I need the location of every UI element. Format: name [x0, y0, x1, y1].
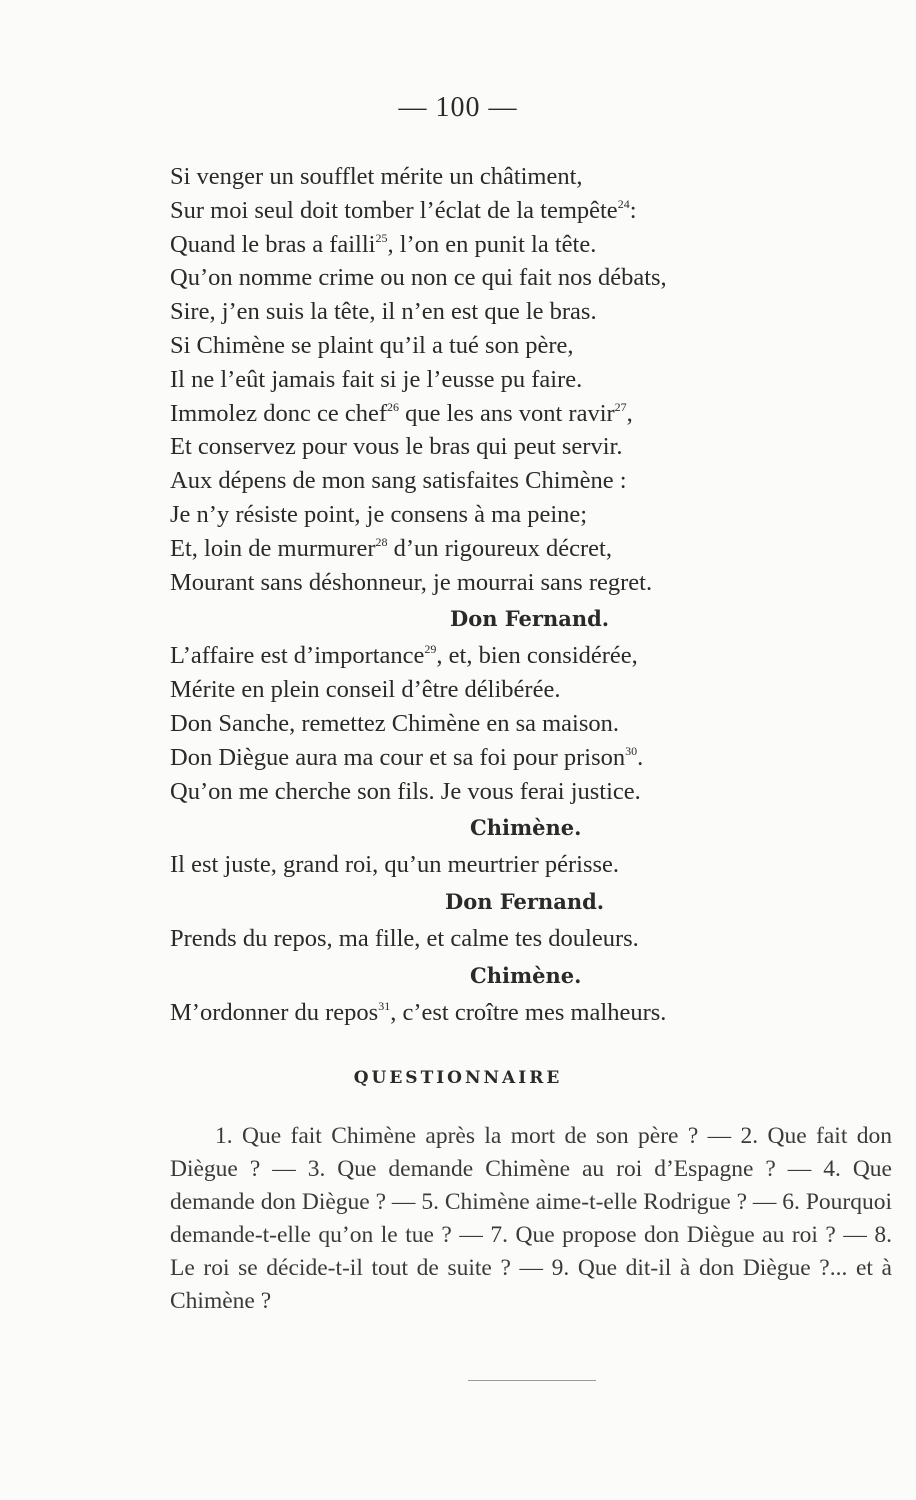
verse-text-tail: : [629, 196, 637, 224]
verse-text: Mourant sans déshonneur, je mourrai sans regret. [170, 568, 653, 596]
footnote-ref: 29 [424, 642, 437, 657]
verse-text: Don Sanche, remettez Chimène en sa maison. [170, 709, 620, 737]
verse-text: Qu’on me cherche son fils. Je vous ferai justice. [170, 777, 641, 805]
verse-text-tail: , c’est croître mes malheurs. [390, 998, 667, 1026]
verse-text: Quand le bras a failli [170, 230, 376, 258]
verse-line [170, 160, 830, 194]
verse-text: Si venger un soufflet mérite un châtiment, [170, 163, 583, 190]
questionnaire-text: 1. Que fait Chimène après la mort de son père ? — 2. Que fait don Diègue ? — 3. Que demande Chimène au roi d’Espagne ? — 4. Que demande don Diègue ? — 5. Chimène aime-t-elle Rodrigue ? — 6. Pourquoi demande-t-elle qu’on le tue ? — 7. Que propose don Diègue au roi ? — 8. Le roi se décide-t-il tout de suite ? — 9. Que dit-il à don Diègue ?... et à Chimène ? [170, 1123, 892, 1314]
verse-text: Prends du repos, ma fille, et calme tes douleurs. [170, 925, 639, 953]
verse-line [170, 228, 830, 262]
verse-line [170, 775, 830, 809]
verse-text: Si Chimène se plaint qu’il a tué son père, [170, 331, 574, 359]
verse-line [170, 397, 830, 431]
footnote-ref: 26 [386, 399, 399, 414]
verse-text: Je n’y résiste point, je consens à ma peine; [170, 500, 588, 528]
verse-line [170, 707, 830, 741]
verse-line [170, 464, 830, 498]
verse-line [170, 848, 830, 882]
speaker-name: Chimène. [470, 962, 582, 988]
footnote-ref: 24 [617, 196, 630, 211]
verse-line [170, 532, 830, 566]
questionnaire-title: QUESTIONNAIRE [353, 1068, 563, 1088]
verse-text: Sire, j’en suis la tête, il n’en est que le bras. [170, 298, 597, 326]
speaker-name: Don Fernand. [450, 606, 610, 632]
verse-line [170, 566, 830, 600]
verse-line [170, 639, 830, 673]
verse-text: L’affaire est d’importance [170, 642, 425, 670]
footnote-ref: 27 [614, 399, 627, 414]
footnote-ref: 31 [378, 998, 391, 1013]
verse-line [170, 922, 830, 956]
verse-line [170, 673, 830, 707]
verse-block [170, 160, 830, 1030]
verse-text: Sur moi seul doit tomber l’éclat de la tempête [170, 196, 618, 224]
verse-line [170, 295, 830, 329]
verse-line [170, 329, 830, 363]
verse-line [170, 498, 830, 532]
verse-text: M’ordonner du repos [170, 998, 379, 1026]
footnote-ref: 25 [375, 230, 388, 245]
verse-line [170, 996, 830, 1030]
verse-text-tail: , [626, 399, 633, 427]
footnote-ref: 28 [375, 534, 388, 549]
speaker-name: Don Fernand. [445, 889, 605, 915]
verse-text: Qu’on nomme crime ou non ce qui fait nos débats, [170, 264, 667, 292]
speaker-name: Chimène. [470, 815, 582, 841]
verse-text: Immolez donc ce chef [170, 399, 387, 427]
page-number: — 100 — [398, 92, 518, 123]
verse-text: Il est juste, grand roi, qu’un meurtrier périsse. [170, 851, 620, 879]
verse-text-tail: , et, bien considérée, [436, 642, 638, 670]
verse-line [170, 741, 830, 775]
verse-line [170, 194, 830, 228]
verse-text: Il ne l’eût jamais fait si je l’eusse pu faire. [170, 365, 583, 393]
end-rule [468, 1380, 596, 1381]
footnote-ref: 30 [625, 743, 638, 758]
verse-text: Don Diègue aura ma cour et sa foi pour prison [170, 743, 626, 771]
verse-text-tail: d’un rigoureux décret, [387, 534, 612, 562]
verse-text-tail: . [637, 743, 644, 771]
verse-line [170, 261, 830, 295]
verse-line [170, 363, 830, 397]
verse-text: Mérite en plein conseil d’être délibérée. [170, 676, 561, 704]
verse-text-tail: que les ans vont ravir [398, 399, 615, 427]
verse-text: Et, loin de murmurer [170, 534, 376, 562]
verse-text: Et conservez pour vous le bras qui peut servir. [170, 433, 623, 461]
verse-text: Aux dépens de mon sang satisfaites Chimène : [170, 467, 627, 495]
verse-text-tail: , l’on en punit la tête. [387, 230, 597, 258]
verse-line [170, 430, 830, 464]
